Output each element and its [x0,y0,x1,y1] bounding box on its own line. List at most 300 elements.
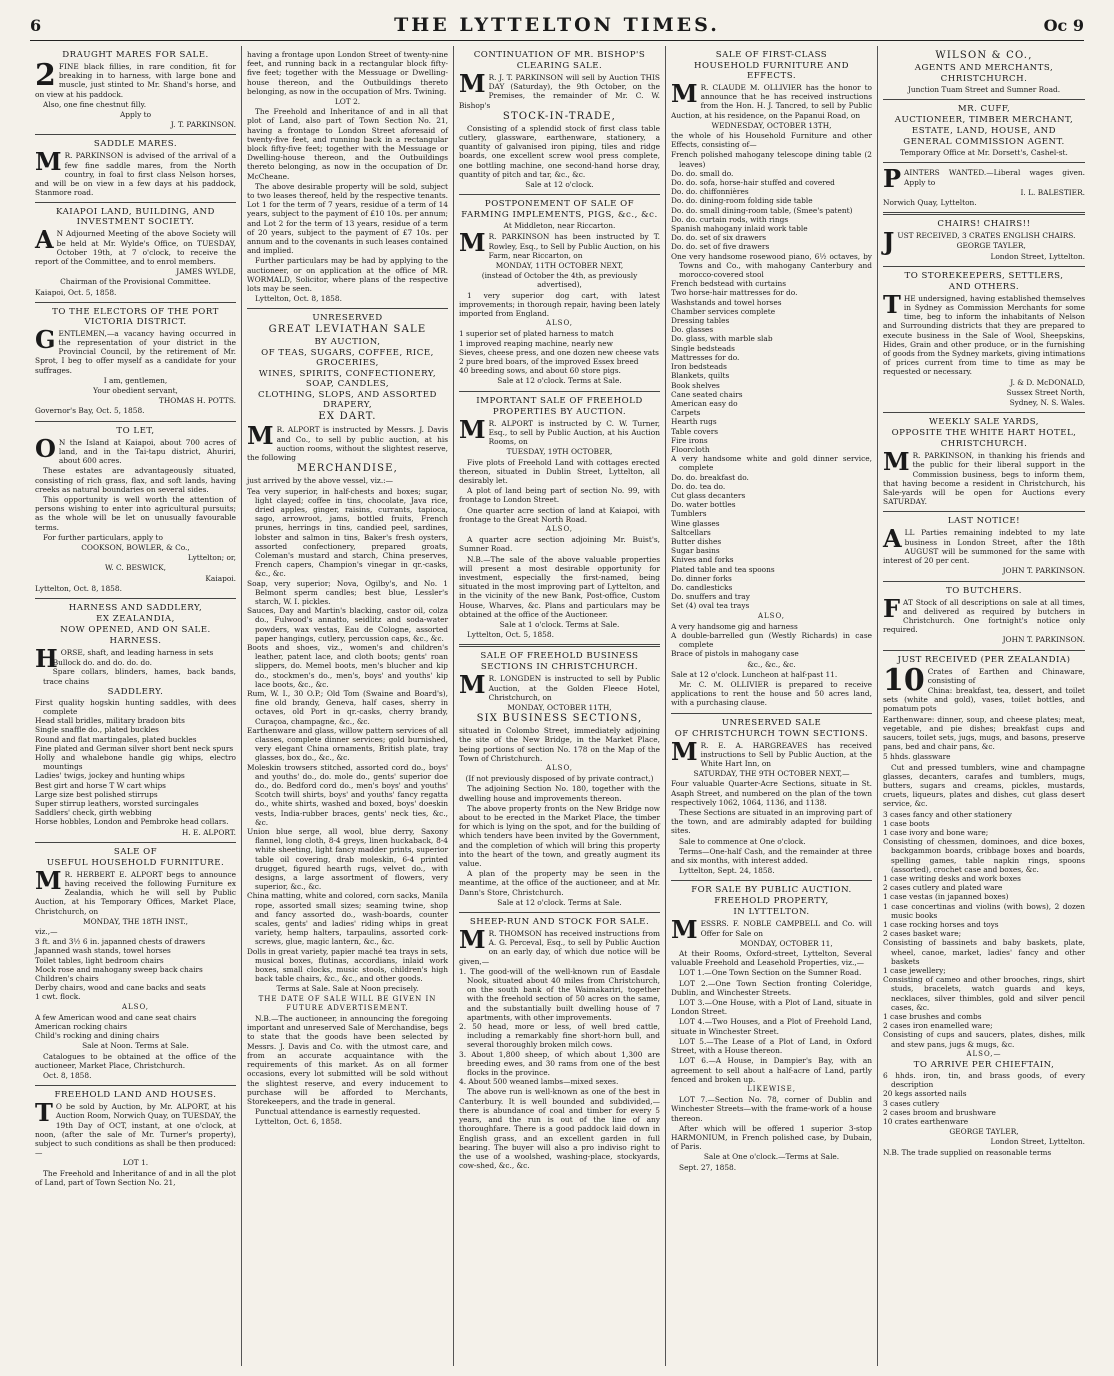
column-2 [242,46,454,1366]
list-item: Table covers [671,426,719,436]
ad-body: R. LONGDEN is instructed to sell by Public Auction, at the Golden Fleece Hotel, Christchurch, on [488,674,660,702]
ad-heading: GREAT LEVIATHAN SALE [268,324,427,336]
ad-heading: MR. CUFF, [957,104,1011,115]
list-item: Saltcellars [671,527,711,537]
ad-heading: BY AUCTION, [314,337,381,348]
list-item: Union blue serge, all wool, blue derry, Saxony flannel, long cloth, 8-4 greys, linen huckaback, 8-4 white sheeting, light fancy madder prints, superior table oil covering, drab moleskin, 6-4 printed drugget, figured hearth rugs, velvet do., with designs, a large assortment of flowers, very superior, &c., &c. [247,827,448,892]
ad-text: This opportunity is well worth the attention of persons wishing to enter into agricultural pursuits; as the whole will be let on unusually favourable terms. [35,494,236,532]
drop-cap: M [459,925,486,955]
drop-cap: M [671,79,698,108]
ad-heading: SALE OF [113,846,158,857]
ad-text: The Freehold and Inheritance of and in all the plot of Land, part of Town Section No. 21, [35,1168,236,1187]
ad-terms: Terms at Sale. Sale at Noon precisely. [276,984,419,994]
ad-subheading: STOCK-IN-TRADE, [502,110,617,122]
list-item: Head stall bridles, military bradoon bits [35,716,185,726]
list-item: 1 cwt. flock. [35,992,81,1002]
ad-heading: SALE OF FREEHOLD BUSINESS [480,651,639,662]
list-item: Soap, very superior; Nova, Ogilby's, and No. 1 Belmont sperm candles; best blue, Lessler's starch, W. I. pickles. [247,578,448,606]
ad-text: These estates are advantageously situated, consisting of rich grass, flax, and soft lands, having creeks as natural boundaries on several sides. [35,466,236,494]
ad-heading: UNRESERVED SALE [721,717,822,728]
ad-heading: HARNESS AND SADDLERY, [68,602,203,613]
ad-text: ALSO, [545,524,574,533]
ad-heading: TO STOREKEEPERS, SETTLERS, [904,270,1064,281]
ad-date: Governor's Bay, Oct. 5, 1858. [35,406,145,416]
ad-date: Lyttelton, Oct. 8, 1858. [255,294,342,304]
ad-body: ENTLEMEN,—a vacancy having occurred in the representation of your district in the Provincial Council, by the retirement of Mr. Sprot, I beg to offer myself as a candidate for your suffrages. [35,328,236,375]
list-item: Best girt and horse T W cart whips [35,780,166,790]
list-item: 1 case brushes and combs [883,1012,982,1022]
drop-cap: 2 [35,58,56,93]
ad-body: HE undersigned, having established themselves in Sydney as Commission Merchants for some time, beg to inform the inhabitants of Nelson and Surrounding districts that they are prepared to execute business in the Sale of Wool, Sheepskins, Hides, Grain and other produce, or in the furnishing of goods from the Sydney markets, giving intimations of prices current from time to time as may be requested or necessary. [883,293,1085,377]
ad-body: R. PARKINSON, in thanking his friends and the public for their liberal support in the Commission business, begs to inform them, that having become a resident in Christchurch, his Sale-yards will be open for Auctions every SATURDAY. [883,451,1085,507]
ad-signature: J. T. PARKINSON. [170,120,236,130]
list-item: 2 cases iron enamelled ware; [883,1021,993,1031]
ad-signature: GEORGE TAYLER, [949,1127,1019,1137]
ad-weekly-sale-yards [883,413,1085,512]
list-item: Book shelves [671,380,720,390]
list-item: Tumblers [671,509,707,519]
drop-cap: O [35,433,56,463]
ad-heading: JUST RECEIVED (PER ZEALANDIA) [897,654,1071,665]
list-item: Brace of pistols in mahogany case [671,649,799,659]
drop-cap: M [35,865,62,895]
list-item: Blankets, quilts [671,371,730,381]
list-item: 2 pure bred boars, of the improved Essex breed [459,357,639,367]
ad-signature: JOHN T. PARKINSON. [1002,566,1085,576]
ad-signature: H. E. ALPORT. [181,827,236,837]
ad-terms: Sale at 12 o'clock. [525,180,594,190]
column-3 [454,46,666,1366]
ad-text: Punctual attendance is earnestly requested. [255,1107,421,1117]
list-item: Do. do. sofa, horse-hair stuffed and covered [671,178,835,188]
drop-cap: M [459,228,486,258]
list-item: Do. do. breakfast do. [671,472,749,482]
ad-date-line: MONDAY, OCTOBER 11, [739,938,833,948]
masthead [30,14,1084,41]
list-item: China matting, white and colored, corn sacks, Manila rope, assorted small sizes; seaming twine, shop and fancy assorted do., wash-boards, counter scales, gents' and ladies' riding whips in great variety, hemp halters, tarpaulins, assorted cork-screws, glue, magic lantern, &c., &c. [247,891,448,947]
list-item: Do. water bottles [671,500,736,510]
ad-terms: Sale at 12 o'clock. Terms at Sale. [497,376,622,386]
ad-body: Crates of Earthen and Chinaware, consisting of [927,666,1085,685]
drop-cap: G [35,324,56,354]
list-item: 1 case jewellery; [883,966,946,976]
ad-heading: KAIAPOI LAND, BUILDING, AND INVESTMENT SOCIETY. [56,207,215,228]
list-item: Rum, W. I., 30 O.P.; Old Tom (Swaine and Board's), fine old brandy, Geneva, half cases, sherry in octaves, old Port in qr.-casks, cherry brandy, Curaçoa, champagne, &c., &c. [247,688,448,726]
ad-text: ALSO,— [966,1049,1002,1058]
ad-heading: AND OTHERS. [948,281,1020,292]
ad-mr-cuff [883,100,1085,163]
ad-text: ALSO, [545,763,574,772]
item-list [883,810,1085,1049]
ad-ollivier-furniture [671,46,872,714]
ad-kaiapoi-society [35,203,236,302]
ad-heading: ESTATE, LAND, HOUSE, AND [911,126,1057,137]
list-item: One very handsome rosewood piano, 6½ octaves, by Towns and Co., with mahogany Canterbury and morocco-covered stool [671,251,872,280]
ad-text: ALSO, [757,611,786,620]
item-list [247,487,448,984]
list-item: Do. do. tea do. [671,481,726,491]
list-item: Round and flat martingales, plated buckles [35,734,197,744]
ad-text: The Freehold and Inheritance of and in all that plot of Land, also part of Town Section No. 21, having a frontage to London Street aforesaid of twenty-five feet, and running back in a rectangular block fifty-five feet; together with the Messuage or Dwelling-house thereon, and the Outbuildings thereto belonging, as now in the occupation of Dr. McCheane. [247,107,448,181]
list-item: Do. dinner forks [671,573,732,583]
ad-heading: WINES, SPIRITS, CONFECTIONERY, SOAP, CANDLES, [258,369,437,390]
ad-wilson-co [883,46,1085,100]
ad-text: Kaiapoi. [205,573,236,583]
ad-body: R. PARKINSON has been instructed by T. Rowley, Esq., to Sell by Public Auction, on his Farm, near Riccarton, on [488,232,660,260]
list-item: 3 ft. and 3½ 6 in. japanned chests of drawers [35,937,206,947]
drop-cap: M [459,69,486,98]
list-item: 2. 50 head, more or less, of well bred cattle, including a remarkably fine short-horn bull, and several thoroughly broken milch cows. [459,1022,660,1050]
ad-text: having a frontage upon London Street of twenty-nine feet, and running back in a rectangular block fifty-five feet; together with the Messuage or Dwelling-house thereon, and the Outbuildings thereto belonging, as now in the occupation of Mrs. Twining. [247,50,448,96]
drop-cap: A [35,225,54,255]
list-item: Cane seated chairs [671,389,743,399]
ad-date-line: MONDAY, THE 18TH INST., [83,916,188,926]
ad-date-line: MONDAY, OCTOBER 11TH, [507,702,612,712]
list-item: Moleskin trowsers stitched, assorted cord do., boys' and youths' do., do. mole do., gents' superior doe do., do. Bedford cord do., men's boys' and youths' Scotch twill shirts, boys' and youths' fancy regatta do., white shirts, washed and boxed, boys' doeskin vests, India-rubber braces, gents' neck ties, &c., &c. [247,762,448,827]
ad-heading: CHAIRS! CHAIRS!! [937,219,1031,230]
ad-text: N.B.—The auctioneer, in announcing the foregoing important and unreserved Sale of Merchandise, begs to state that the goods have been selected by Messrs. J. Davis and Co. with the utmost care, and from an accurate acquaintance with the requirements of this market. As on all former occasions, every lot submitted will be sold without the slightest reserve, and every inducement to purchase will be afforded to Merchants, Storekeepers, and the trade in general. [247,1014,448,1106]
ad-subheading: TO ARRIVE PER CHIEFTAIN, [913,1060,1055,1071]
list-item: 3 cases fancy and other stationery [883,809,1012,819]
ad-date-line: MONDAY, 11TH OCTOBER NEXT, [495,261,624,271]
list-item: American easy do [671,398,738,408]
ad-body: O be sold by Auction, by Mr. ALPORT, at his Auction Room, Norwich Quay, on TUESDAY, the 19th Day of OCT, instant, at one o'clock, at noon, (after the sale of Mr. Turner's property), subject to such conditions as shall be then produced:— [35,1102,236,1158]
list-item: French bedstead with curtains [671,279,786,289]
item-list [35,658,236,686]
ad-postponement [459,195,660,391]
list-item: Do. glass, with marble slab [671,334,773,344]
ad-lot: LOT 5.—The Lease of a Plot of Land, in Oxford Street, with a House thereon. [671,1036,872,1056]
ad-terms: Sale at One o'clock.—Terms at Sale. [703,1152,840,1162]
ad-body: R. ALPORT is instructed by Messrs. J. Davis and Co., to sell by public auction, at his auction rooms, without the slightest reserve, the following [247,425,448,463]
list-item: Do. glasses [671,325,714,335]
ad-subheading: SADDLERY. [107,686,164,697]
list-item: 3 cases cutlery [883,1098,940,1108]
ad-text: Cut and pressed tumblers, wine and champagne glasses, decanters, carafes and tumblers, mugs, butters, sugars and creams, pickles, mustards, cruets, liqueurs, plates and dishes, cut glass desert service, &c. [883,762,1085,809]
ad-text: 1 very superior dog cart, with latest improvements; in thorough repair, having been lately imported from England. [459,290,660,319]
ad-signature: W. C. BESWICK, [104,563,167,573]
ad-heading: TO LET, [116,425,155,436]
ad-text: just arrived by the above vessel, viz.:— [247,476,394,486]
ad-date: Oct. 8, 1858. [43,1071,92,1081]
list-item: Mattresses for do. [671,352,740,362]
drop-cap: M [459,414,486,444]
ad-heading: POSTPONEMENT OF SALE OF [484,199,635,210]
item-list [671,150,872,610]
list-item: 1 case boots [883,818,930,828]
ad-heading: CLOTHING, SLOPS, AND ASSORTED DRAPERY, [258,390,437,411]
ad-address: Norwich Quay, Lyttelton. [883,198,977,208]
list-item: 1 case concertinas and violins (with bows), 2 dozen music books [883,901,1085,920]
ad-body: AT Stock of all descriptions on sale at all times, and delivered as required by butchers in Christchurch. One fortnight's notice only required. [883,597,1085,635]
ad-heading: FREEHOLD PROPERTY, [714,896,829,907]
list-item: Hearth rugs [671,417,717,427]
ad-heading: LAST NOTICE! [947,516,1021,527]
drop-cap: P [883,164,902,194]
list-item: 1 case rocking horses and toys [883,920,999,929]
ad-text: Five plots of Freehold Land with cottages erected thereon, situated in Dublin Street, Lyttelton, all desirably let. [459,457,660,485]
ad-signature: THOMAS H. POTTS. [158,396,236,406]
list-item: Knives and forks [671,555,734,565]
list-item: A very handsome gig and harness [671,621,798,631]
ad-notice: THE DATE OF SALE WILL BE GIVEN IN FUTURE ADVERTISEMENT. [258,994,437,1012]
ad-text: Terms—One-half Cash, and the remainder at three and six months, with interest added. [671,846,872,866]
list-item: Spanish mahogany inlaid work table [671,224,808,234]
ad-heading: SALE OF FIRST-CLASS [715,50,828,60]
list-item: Do. do. dining-room folding side table [671,196,813,206]
drop-cap: J [883,227,895,257]
ad-heading: SHEEP-RUN AND STOCK FOR SALE. [469,917,650,928]
list-item: Holly and whalebone handle gig whips, electro mountings [35,752,236,772]
ad-text: A plan of the property may be seen in the meantime, at the office of the auctioneer, and at Mr. Dann's Store, Christchurch. [459,869,660,897]
list-item: Set (4) oval tea trays [671,601,750,611]
list-item: 1 improved reaping machine, nearly new [459,338,613,348]
ad-terms: Sale at 12 o'clock. Luncheon at half-past 11. [671,669,838,679]
ad-text: viz.,— [35,927,58,937]
ad-leviathan-sale [247,309,448,1131]
ad-date-line: TUESDAY, 19TH OCTOBER, [506,447,613,457]
list-item: A very handsome white and gold dinner service, complete [671,454,872,473]
list-item: Do. do. set of six drawers [671,233,767,243]
ad-signature: JAMES WYLDE, [176,267,236,277]
ad-text: Also, one fine chestnut filly. [43,99,147,109]
ad-heading: SECTIONS IN CHRISTCHURCH. [480,662,639,673]
ad-text: The above desirable property will be sold, subject to two leases thereof, held by the respective tenants. Lot 1 for the term of 7 years, residue of a term of 14 years, subject to the payment of £10 10s. per annum; and Lot 2 for the term of 13 years, residue of a term of 20 years, subject to the payment of £7 10s. per annum and to the covenants in such leases contained and implied. [247,181,448,256]
item-list [459,329,660,375]
ad-text: I am, gentlemen, [103,375,168,385]
ad-heading: FREEHOLD LAND AND HOUSES. [54,1090,217,1101]
ad-text: N.B.—The sale of the above valuable properties will present a most desirable opportunity for investment, especially the first-named, being situated in the most improving part of Lyttelton, and in the vicinity of the new Bank, Post-office, Custom House, Wharves, &c. Plans and particulars may be obtained at the office of the Auctioneer. [459,554,660,619]
ad-body: N the Island at Kaiapoi, about 700 acres of land, and in the Tai-tapu district, Ahuriri, about 600 acres. [58,437,236,466]
list-item: 10 crates earthenware [883,1117,969,1127]
drop-cap: M [459,670,486,700]
ad-saddle-mares [35,135,236,203]
list-item: A double-barrelled gun (Westly Richards) in case complete [671,630,872,650]
columns [30,46,1090,1366]
ad-lot: LOT 1. [122,1158,149,1168]
column-4 [666,46,878,1366]
list-item: Children's chairs [35,974,99,984]
item-list [671,622,872,659]
list-item: Mock rose and mahogany sweep back chairs [35,964,203,974]
ad-body: N Adjourned Meeting of the above Society will be held at Mr. Wylde's Office, on TUESDAY, October 19th, at 7 o'clock, to receive the report of the Committee, and to enrol members. [35,229,236,267]
ad-painters-wanted [883,163,1085,215]
ad-text: Mr. C. M. OLLIVIER is prepared to receive applications to rent the house and 50 acres land, with a purchasing clause. [671,680,872,708]
ad-text: Sale to commence at One o'clock. [679,836,806,846]
ad-lot: LOT 2.—One Town Section fronting Coleridge, Dublin, and Winchester Streets. [671,978,872,997]
ad-text: The above run is well-known as one of the best in Canterbury. It is well bounded and subdivided,—there is abundance of coal and timber for every 5 years, and the run is out of the line of any thoroughfare. There is a good paddock laid down in English grass, and an excellent garden in full bearing. The buyer will also a pro indiviso right to the use of a woolshed, washing-place, stockyards, cow-shed, &c., &c. [459,1087,660,1171]
ad-text: 5 hhds. glassware [883,752,951,762]
ad-text: (instead of October the 4th, as previously advertised), [481,271,638,290]
ad-text: China: breakfast, tea, dessert, and toilet sets (white and gold), vases, toilet bottles, and pomatum pots [883,685,1085,714]
list-item: 6 hhds. iron, tin, and brass goods, of every description [883,1071,1085,1090]
list-item: Saddlers' check, girth webbing [35,808,152,818]
ad-body: R. ALPORT is instructed by C. W. Turner, Esq., to sell by Public Auction, at his Auction Rooms, on [488,418,660,447]
drop-cap: 10 [883,662,925,698]
ad-subheading: SIX BUSINESS SECTIONS, [476,713,643,725]
ad-terms: Sale at 1 o'clock. Terms at Sale. [499,619,620,629]
ad-lot: LOT 2. [334,97,361,107]
ad-text: the whole of his Household Furniture and other Effects, consisting of— [671,131,872,150]
ad-text: The above property fronts on the New Bridge now about to be erected in the Market Place, the timber for which is lying on the spot, and for the building of which tenders have been invited by the Government, and the completion of which will bring this property into the heart of the town, and greatly augment its value. [459,803,660,869]
ad-text: LIKEWISE, [747,1084,796,1093]
ad-text: Apply to [119,110,152,120]
ad-text: For further particulars, apply to [43,532,163,542]
ad-heading: USEFUL HOUSEHOLD FURNITURE. [46,857,225,868]
list-item: Toilet tables, light bedroom chairs [35,955,164,965]
ad-freehold-continued [247,46,448,309]
ad-heading: OF CHRISTCHURCH TOWN SECTIONS. [674,728,869,739]
list-item: 4. About 500 weaned lambs—mixed sexes. [459,1077,619,1087]
ad-draught-mares [35,46,236,135]
ad-address: Temporary Office at Mr. Dorsett's, Cashel-st. [900,148,1068,158]
ad-date: Lyttelton, Oct. 5, 1858. [467,630,554,640]
ad-bishop-clearing-sale [459,46,660,195]
ad-text: Consisting of a splendid stock of first class table cutlery, glassware, earthenware, stationery, a quantity of galvanised iron piping, tiles and ridge boards, one excellent screw wool press complete, one bottling machine, one second-hand horse dray, quantity of pitch and tar, &c., &c. [459,123,660,179]
list-item: 1 superior set of plated harness to match [459,329,614,339]
ad-date-line: SATURDAY, THE 9TH OCTOBER NEXT,— [693,769,850,779]
ad-text: At their Rooms, Oxford-street, Lyttelton, Several valuable Freehold and Leasehold Properties, viz.,— [671,949,872,968]
ad-freehold-land-houses [35,1086,236,1192]
ad-signature: COOKSON, BOWLER, & Co., [81,542,190,552]
ad-text: One quarter acre section of land at Kaiapoi, with frontage to the Great North Road. [459,505,660,524]
item-list [459,967,660,1087]
ad-text: Chairman of the Provisional Committee. [60,277,211,287]
ad-body: R. THOMSON has received instructions from A. G. Perceval, Esq., to sell by Public Auction on an early day, of which due notice will be given,— [459,929,660,966]
ad-lot: LOT 7.—Section No. 78, corner of Dublin and Winchester Streets—with the frame-work of a house thereon. [671,1095,872,1123]
list-item: 3. About 1,800 sheep, of which about 1,300 are breeding ewes, and 30 rams from one of the best flocks in the province. [459,1049,660,1078]
ad-subheading: MERCHANDISE, [296,463,399,475]
ad-heading: WEEKLY SALE YARDS, [928,417,1040,428]
ad-text: A quarter acre section adjoining Mr. Buist's, Sumner Road. [459,535,660,554]
ad-address: Junction Tuam Street and Sumner Road. [907,85,1061,94]
ad-address: London Street, Lyttelton. [990,1137,1085,1147]
ad-text: Further particulars may be had by applying to the auctioneer, or on application at the office of MR. WORMALD, Solicitor, where plans of the respective lots may be seen. [247,256,448,294]
ad-body: AINTERS WANTED.—Liberal wages given. Apply to [904,168,1085,187]
ad-body: ORSE, shaft, and leading harness in sets [60,647,214,657]
list-item: Tea very superior, in half-chests and boxes; sugar, light clayed; coffee in tins, chocolate, Java rice, dried apples, ginger, raisins, currants, tapioca, sago, arrowroot, jams, bottled fruits, French prunes, herrings in tins, candied peel, sardines, lobster and salmon in tins, Baker's fresh oysters, assorted confectionery, prepared groats, Coleman's mustard and starch, China preserves, French capers, Champion's vinegar in qr.-casks, &c., &c. [247,486,448,579]
ad-text: These Sections are situated in an improving part of the town, and are admirably adapted for building sites. [671,808,872,836]
ad-text: At Middleton, near Riccarton. [503,221,616,231]
drop-cap: M [883,447,910,477]
ad-heading: OF TEAS, SUGARS, COFFEE, RICE, GROCERIES, [261,348,434,369]
ad-text: Earthenware: dinner, soup, and cheese plates; meat, vegetable, and pie dishes; breakfast cups and saucers, toilet sets, jugs, mugs, and basons, preserve pans, bed and chair pans, &c. [883,714,1085,752]
list-item: Child's rocking and dining chairs [35,1031,160,1041]
ad-heading: IMPORTANT SALE OF FREEHOLD [476,395,643,406]
ad-date-line: WEDNESDAY, OCTOBER 13TH, [711,120,832,130]
ad-heading: AUCTIONEER, TIMBER MERCHANT, [894,115,1074,126]
ad-text: Four valuable Quarter-Acre Sections, situate in St. Asaph Street, and numbered on the plan of the town respectively 1062, 1064, 1136, and 1138. [671,779,872,807]
ad-signature: GEORGE TAYLER, [956,241,1026,251]
ad-business-sections [459,647,660,913]
ad-heading: FOR SALE BY PUBLIC AUCTION. [691,885,852,896]
column-5 [878,46,1090,1366]
ad-text: N.B. The trade supplied on reasonable terms [883,1147,1052,1157]
list-item: Boots and shoes, viz., women's and children's leather, patent lace, and cloth boots; gents' roan slippers, do. Memel boots, men's blucher and kip do., stockmen's do., men's, boys' and youths' kip lace boots, &c., &c. [247,642,448,689]
ad-body: UST RECEIVED, 3 CRATES ENGLISH CHAIRS. [897,231,1076,241]
ad-body: R. CLAUDE M. OLLIVIER has the honor to announce that he has received instructions from the Hon. H. J. Tancred, to sell by Public Auction, at his residence, on the Papanui Road, on [671,83,872,120]
ad-text: (If not previously disposed of by private contract,) [465,774,654,784]
list-item: Do. do. chiffonnières [671,187,749,197]
ad-text: &c., &c., &c. [747,659,796,669]
ad-text: The adjoining Section No. 180, together with the dwelling house and improvements thereon. [459,784,660,803]
ad-date: Kaiapoi, Oct. 5, 1858. [35,287,117,297]
drop-cap: M [35,147,62,177]
ad-heading: GENERAL COMMISSION AGENT. [903,137,1065,148]
list-item: Consisting of chessmen, dominoes, and dice boxes, backgammon boards, cribbage boxes and boards, spelling games, table napkin rings, spoons (assorted), crochet case and boxes, &c. [883,837,1085,874]
list-item: Chamber services complete [671,306,776,316]
ad-zealandia-goods [883,651,1085,1162]
list-item: Do. snuffers and tray [671,592,750,602]
list-item: Wine glasses [671,518,720,528]
ad-signature: J. & D. McDONALD, [1010,377,1085,387]
ad-harness-saddlery [35,599,236,843]
ad-date: Sept. 27, 1858. [679,1162,737,1172]
drop-cap: F [883,593,901,623]
ad-date: Lyttelton, Oct. 8, 1858. [35,583,122,593]
ad-address: Sussex Street North, [1006,387,1085,397]
list-item: Sugar basins [671,546,720,556]
ad-terms: Sale at 12 o'clock. Terms at Sale. [497,897,622,907]
item-list [35,1013,236,1041]
ad-lot: LOT 4.—Two Houses, and a Plot of Freehold Land, situate in Winchester Street. [671,1017,872,1036]
list-item: Earthenware and glass, willow pattern services of all classes, complete dinner services; gold burnished, very elegant China ornaments, British plate, tray glasses, box do., &c., &c. [247,725,448,763]
ad-lot: LOT 3.—One House, with a Plot of Land, situate in London Street. [671,998,872,1017]
list-item: A few American wood and cane seat chairs [35,1012,197,1022]
ad-heading: DRAUGHT MARES FOR SALE. [62,50,209,60]
list-item: Single bedsteads [671,343,735,353]
item-list [883,1071,1085,1126]
ad-date: Lyttelton, Sept. 24, 1858. [679,866,775,876]
ad-text: ALSO, [545,319,574,328]
ad-text: ALSO, [121,1002,150,1011]
ad-heading: FARMING IMPLEMENTS, PIGS, &c., &c. [461,210,658,221]
ad-freehold-property [671,881,872,1176]
ad-to-butchers [883,582,1085,651]
drop-cap: M [671,736,698,766]
list-item: Washstands and towel horses [671,297,782,307]
list-item: Derby chairs, wood and cane backs and seats [35,983,206,993]
ad-sheep-run [459,913,660,1175]
ad-last-notice [883,512,1085,581]
list-item: Do. do. small do. [671,168,734,178]
ad-heading: WILSON & CO., [935,50,1033,61]
drop-cap: M [247,421,274,451]
ad-to-let [35,422,236,599]
list-item: Consisting of cups and saucers, plates, dishes, milk and stew pans, jugs & mugs, &c. [883,1030,1085,1049]
list-item: Fire irons [671,435,708,445]
ad-signature: JOHN T. PARKINSON. [1002,635,1085,645]
list-item: Single snaffle do., plated buckles [35,725,159,735]
list-item: Spare collars, blinders, hames, back bands, trace chains [43,667,236,686]
ad-text: After which will be offered 1 superior 3-stop HARMONIUM, in French polished case, by Dubain, of Paris. [671,1123,872,1152]
list-item: 20 kegs assorted nails [883,1089,967,1099]
ad-heading: CONTINUATION OF MR. BISHOP'S [473,50,646,60]
ad-body: R. PARKINSON is advised of the arrival of a few fine saddle mares, from the North country, in foal to first class Nelson horses, and will be on view in a few days at his paddock, Stanmore road. [35,151,236,198]
drop-cap: T [35,1098,53,1128]
ad-body: FINE black fillies, in rare condition, fit for breaking in to harness, with large bone and muscle, just stinted to Mr. Shand's horse, and on view at his paddock. [35,62,236,99]
ad-body: R. E. A. HARGREAVES has received instructions to Sell by Public Auction, at the White Hart Inn, on [700,740,872,769]
ad-heading: IN LYTTELTON. [733,907,810,918]
item-list [35,937,236,1001]
drop-cap: T [883,289,901,319]
list-item: Horse hobbles, London and Pembroke head collars. [35,817,229,827]
ad-storekeepers [883,267,1085,413]
ad-text: Lyttelton; or, [187,553,236,563]
list-item: Large size best polished stirrups [35,789,158,799]
list-item: Iron bedsteads [671,362,727,372]
list-item: French polished mahogany telescope dining table (2 leaves) [671,150,872,169]
